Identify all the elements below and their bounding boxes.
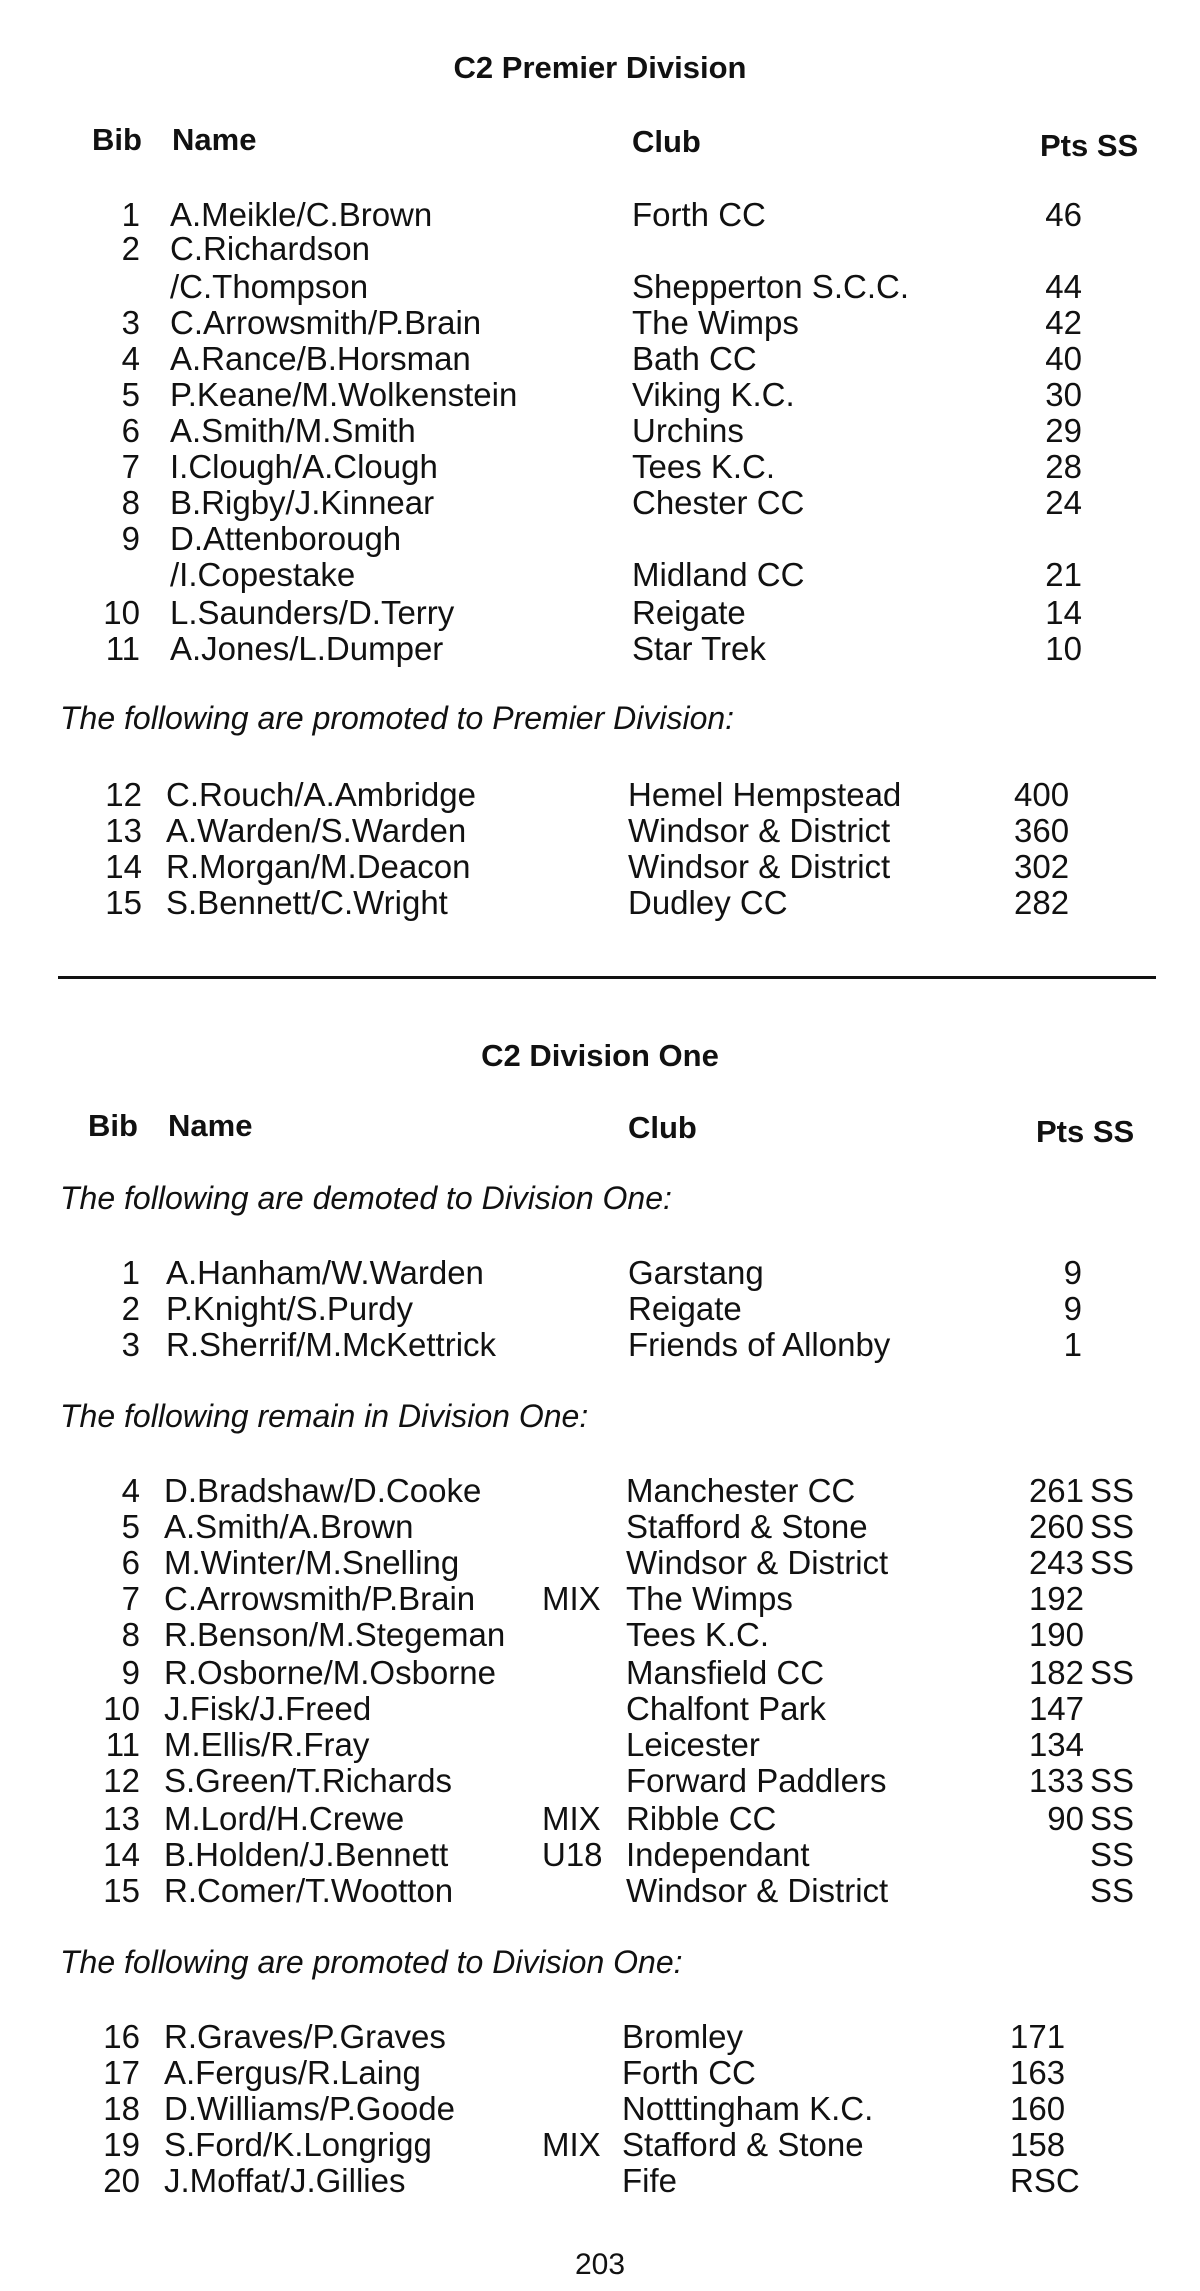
bib-number: 4 — [121, 1472, 140, 1509]
crew-name: J.Fisk/J.Freed — [164, 1690, 372, 1727]
table-row — [0, 1472, 1200, 1508]
crew-name: J.Moffat/J.Gillies — [164, 2162, 406, 2199]
premier-division-title: C2 Premier Division — [453, 50, 747, 85]
table-row — [0, 230, 1200, 266]
crew-name: A.Fergus/R.Laing — [164, 2054, 421, 2091]
club-name: Reigate — [632, 594, 746, 631]
points: 192 — [1028, 1580, 1084, 1617]
crew-name: P.Keane/M.Wolkenstein — [170, 376, 518, 413]
club-name: Tees K.C. — [632, 448, 776, 485]
table-row — [0, 1580, 1200, 1616]
crew-name: /I.Copestake — [170, 556, 356, 593]
table-row — [0, 1508, 1200, 1544]
crew-name: S.Ford/K.Longrigg — [164, 2126, 432, 2163]
crew-tag: MIX — [542, 1800, 601, 1837]
bib-number: 5 — [121, 1508, 140, 1545]
club-name: Viking K.C. — [632, 376, 795, 413]
bib-number: 11 — [105, 630, 140, 667]
header-pts-ss: Pts SS — [1036, 1114, 1135, 1149]
table-row — [0, 776, 1200, 812]
bib-number: 2 — [121, 1290, 140, 1327]
ss-flag: SS — [1090, 1544, 1135, 1581]
club-name: Hemel Hempstead — [628, 776, 902, 813]
points: 182 — [1028, 1654, 1084, 1691]
header-bib: Bib — [92, 122, 142, 157]
points: 158 — [1010, 2126, 1066, 2163]
table-row — [0, 412, 1200, 448]
table-row — [0, 1544, 1200, 1580]
division-one-title: C2 Division One — [481, 1038, 719, 1073]
crew-name: A.Rance/B.Horsman — [170, 340, 471, 377]
crew-name: D.Williams/P.Goode — [164, 2090, 455, 2127]
club-name: Forth CC — [632, 196, 766, 233]
points: 1 — [1063, 1326, 1082, 1363]
crew-name: R.Graves/P.Graves — [164, 2018, 446, 2055]
header-club: Club — [632, 124, 701, 159]
club-name: Manchester CC — [626, 1472, 856, 1509]
bib-number: 9 — [121, 520, 140, 557]
bib-number: 7 — [121, 1580, 140, 1617]
crew-name: A.Hanham/W.Warden — [166, 1254, 484, 1291]
crew-name: R.Morgan/M.Deacon — [166, 848, 471, 885]
bib-number: 1 — [121, 196, 140, 233]
club-name: The Wimps — [632, 304, 799, 341]
bib-number: 16 — [103, 2018, 140, 2055]
points: 9 — [1063, 1254, 1082, 1291]
crew-name: P.Knight/S.Purdy — [166, 1290, 414, 1327]
points: 190 — [1028, 1616, 1084, 1653]
bib-number: 12 — [103, 1762, 140, 1799]
bib-number: 4 — [121, 340, 140, 377]
points: 90 — [1047, 1800, 1084, 1837]
club-name: Stafford & Stone — [626, 1508, 868, 1545]
club-name: Urchins — [632, 412, 744, 449]
club-name: Chester CC — [632, 484, 805, 521]
table-row — [0, 630, 1200, 666]
points: 14 — [1045, 594, 1082, 631]
points: 360 — [1014, 812, 1070, 849]
club-name: Forth CC — [622, 2054, 756, 2091]
ss-flag: SS — [1090, 1762, 1135, 1799]
club-name: Friends of Allonby — [628, 1326, 891, 1363]
bib-number: 3 — [121, 304, 140, 341]
table-row — [0, 556, 1200, 592]
crew-tag: MIX — [542, 2126, 601, 2163]
header-bib: Bib — [88, 1108, 138, 1143]
bib-number: 14 — [105, 848, 142, 885]
points: 46 — [1045, 196, 1082, 233]
bib-number: 5 — [121, 376, 140, 413]
points: 9 — [1063, 1290, 1082, 1327]
table-row — [0, 1762, 1200, 1798]
bib-number: 20 — [103, 2162, 140, 2199]
bib-number: 13 — [105, 812, 142, 849]
crew-name: A.Meikle/C.Brown — [170, 196, 433, 233]
points: 10 — [1045, 630, 1082, 667]
bib-number: 10 — [103, 1690, 140, 1727]
crew-name: A.Warden/S.Warden — [166, 812, 467, 849]
table-row — [0, 2126, 1200, 2162]
points: 133 — [1028, 1762, 1084, 1799]
table-row — [0, 520, 1200, 556]
points: 243 — [1028, 1544, 1084, 1581]
crew-name: I.Clough/A.Clough — [170, 448, 438, 485]
table-row — [0, 304, 1200, 340]
ss-flag: SS — [1090, 1800, 1135, 1837]
table-row — [0, 848, 1200, 884]
table-row — [0, 812, 1200, 848]
table-row — [0, 1690, 1200, 1726]
points: 160 — [1010, 2090, 1066, 2127]
points: 171 — [1010, 2018, 1066, 2055]
ss-flag: SS — [1090, 1836, 1135, 1873]
bib-number: 3 — [121, 1326, 140, 1363]
table-row — [0, 2054, 1200, 2090]
club-name: Windsor & District — [628, 812, 891, 849]
crew-tag: MIX — [542, 1580, 601, 1617]
points: 40 — [1045, 340, 1082, 377]
table-row — [0, 594, 1200, 630]
table-row — [0, 1654, 1200, 1690]
club-name: Tees K.C. — [626, 1616, 770, 1653]
points: 29 — [1045, 412, 1082, 449]
crew-name: /C.Thompson — [170, 268, 369, 305]
points: 134 — [1028, 1726, 1084, 1763]
bib-number: 19 — [103, 2126, 140, 2163]
bib-number: 13 — [103, 1800, 140, 1837]
bib-number: 15 — [105, 884, 142, 921]
bib-number: 9 — [121, 1654, 140, 1691]
crew-name: R.Osborne/M.Osborne — [164, 1654, 496, 1691]
points: 400 — [1014, 776, 1070, 813]
ss-flag: SS — [1090, 1872, 1135, 1909]
bib-number: 2 — [121, 230, 140, 267]
points: 282 — [1014, 884, 1070, 921]
crew-name: L.Saunders/D.Terry — [170, 594, 455, 631]
crew-name: M.Winter/M.Snelling — [164, 1544, 460, 1581]
ss-flag: SS — [1090, 1472, 1135, 1509]
bib-number: 12 — [105, 776, 142, 813]
table-row — [0, 268, 1200, 304]
club-name: Bromley — [622, 2018, 744, 2055]
header-pts-ss: Pts SS — [1040, 128, 1139, 163]
points: 28 — [1045, 448, 1082, 485]
club-name: Midland CC — [632, 556, 805, 593]
club-name: Forward Paddlers — [626, 1762, 887, 1799]
bib-number: 1 — [121, 1254, 140, 1291]
crew-name: B.Rigby/J.Kinnear — [170, 484, 435, 521]
crew-name: A.Smith/A.Brown — [164, 1508, 414, 1545]
table-row — [0, 484, 1200, 520]
crew-name: C.Rouch/A.Ambridge — [166, 776, 476, 813]
demoted-note: The following are demoted to Division One: — [60, 1180, 672, 1216]
table-row — [0, 1254, 1200, 1290]
section-divider — [58, 976, 1156, 979]
crew-name: A.Jones/L.Dumper — [170, 630, 444, 667]
points: 163 — [1010, 2054, 1066, 2091]
table-row — [0, 1290, 1200, 1326]
points: RSC — [1010, 2162, 1080, 2199]
bib-number: 18 — [103, 2090, 140, 2127]
points: 147 — [1028, 1690, 1084, 1727]
club-name: Leicester — [626, 1726, 760, 1763]
points: 42 — [1045, 304, 1082, 341]
bib-number: 14 — [103, 1836, 140, 1873]
bib-number: 17 — [103, 2054, 140, 2091]
club-name: Garstang — [628, 1254, 764, 1291]
crew-name: D.Bradshaw/D.Cooke — [164, 1472, 482, 1509]
header-club: Club — [628, 1110, 697, 1145]
table-row — [0, 340, 1200, 376]
points: 21 — [1045, 556, 1082, 593]
club-name: Chalfont Park — [626, 1690, 826, 1727]
crew-name: A.Smith/M.Smith — [170, 412, 416, 449]
bib-number: 10 — [103, 594, 140, 631]
club-name: Ribble CC — [626, 1800, 777, 1837]
club-name: Stafford & Stone — [622, 2126, 864, 2163]
bib-number: 6 — [121, 412, 140, 449]
premier-promoted-note: The following are promoted to Premier Division: — [60, 700, 735, 736]
club-name: Dudley CC — [628, 884, 788, 921]
club-name: Windsor & District — [626, 1544, 889, 1581]
club-name: Windsor & District — [628, 848, 891, 885]
table-row — [0, 1326, 1200, 1362]
points: 30 — [1045, 376, 1082, 413]
ss-flag: SS — [1090, 1654, 1135, 1691]
crew-name: C.Richardson — [170, 230, 370, 267]
bib-number: 11 — [105, 1726, 140, 1763]
header-name: Name — [168, 1108, 253, 1143]
bib-number: 8 — [121, 484, 140, 521]
promoted-to-division-one-note: The following are promoted to Division One: — [60, 1944, 683, 1980]
points: 261 — [1028, 1472, 1084, 1509]
page-number: 203 — [574, 2248, 626, 2281]
crew-name: C.Arrowsmith/P.Brain — [170, 304, 482, 341]
bib-number: 7 — [121, 448, 140, 485]
table-row — [0, 2162, 1200, 2198]
table-row — [0, 376, 1200, 412]
table-row — [0, 2090, 1200, 2126]
club-name: Star Trek — [632, 630, 766, 667]
crew-name: C.Arrowsmith/P.Brain — [164, 1580, 476, 1617]
crew-name: S.Green/T.Richards — [164, 1762, 452, 1799]
points: 24 — [1045, 484, 1082, 521]
points: 302 — [1014, 848, 1070, 885]
club-name: Fife — [622, 2162, 678, 2199]
club-name: Notttingham K.C. — [622, 2090, 874, 2127]
crew-name: R.Benson/M.Stegeman — [164, 1616, 506, 1653]
crew-name: D.Attenborough — [170, 520, 402, 557]
remain-note: The following remain in Division One: — [60, 1398, 589, 1434]
bib-number: 15 — [103, 1872, 140, 1909]
crew-name: R.Sherrif/M.McKettrick — [166, 1326, 497, 1363]
bib-number: 8 — [121, 1616, 140, 1653]
table-row — [0, 1726, 1200, 1762]
points: 260 — [1028, 1508, 1084, 1545]
club-name: The Wimps — [626, 1580, 793, 1617]
crew-tag: U18 — [542, 1836, 603, 1873]
club-name: Mansfield CC — [626, 1654, 825, 1691]
crew-name: M.Ellis/R.Fray — [164, 1726, 370, 1763]
table-row — [0, 1836, 1200, 1872]
crew-name: B.Holden/J.Bennett — [164, 1836, 449, 1873]
points: 44 — [1045, 268, 1082, 305]
club-name: Windsor & District — [626, 1872, 889, 1909]
club-name: Bath CC — [632, 340, 757, 377]
bib-number: 6 — [121, 1544, 140, 1581]
table-row — [0, 884, 1200, 920]
table-row — [0, 1800, 1200, 1836]
table-row — [0, 196, 1200, 232]
crew-name: M.Lord/H.Crewe — [164, 1800, 405, 1837]
header-name: Name — [172, 122, 257, 157]
table-row — [0, 448, 1200, 484]
table-row — [0, 1872, 1200, 1908]
crew-name: R.Comer/T.Wootton — [164, 1872, 454, 1909]
club-name: Reigate — [628, 1290, 742, 1327]
table-row — [0, 1616, 1200, 1652]
table-row — [0, 2018, 1200, 2054]
crew-name: S.Bennett/C.Wright — [166, 884, 448, 921]
club-name: Independant — [626, 1836, 810, 1873]
ss-flag: SS — [1090, 1508, 1135, 1545]
club-name: Shepperton S.C.C. — [632, 268, 909, 305]
